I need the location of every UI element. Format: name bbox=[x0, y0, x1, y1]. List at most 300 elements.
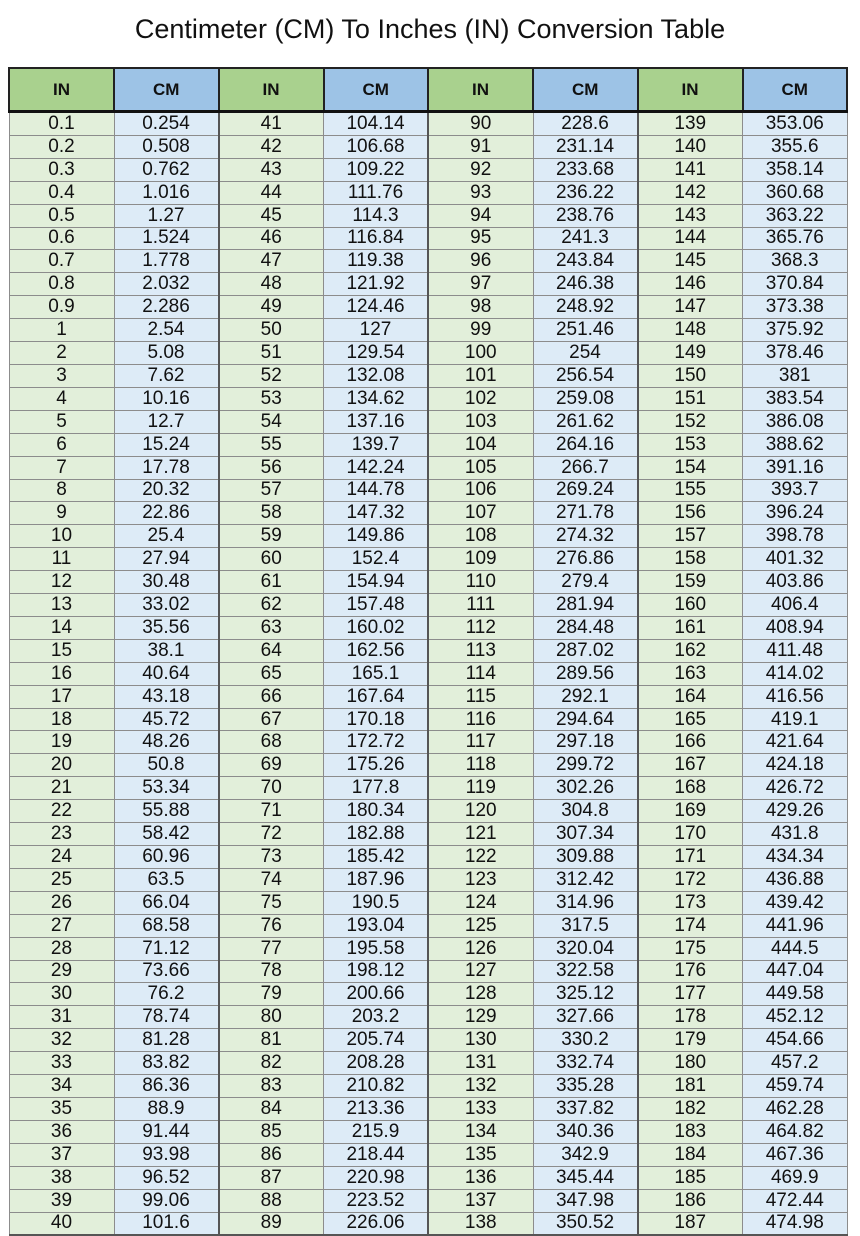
cm-cell: 256.54 bbox=[533, 364, 638, 387]
cm-cell: 99.06 bbox=[114, 1189, 219, 1212]
inch-cell: 38 bbox=[9, 1166, 114, 1189]
table-row bbox=[9, 1097, 847, 1120]
cm-cell: 269.24 bbox=[533, 479, 638, 502]
cm-cell: 73.66 bbox=[114, 960, 219, 983]
inch-cell: 104 bbox=[428, 433, 533, 456]
table-row bbox=[9, 868, 847, 891]
inch-cell: 36 bbox=[9, 1120, 114, 1143]
inch-cell: 53 bbox=[219, 387, 324, 410]
cm-cell: 187.96 bbox=[324, 868, 429, 891]
inch-cell: 163 bbox=[638, 662, 743, 685]
cm-cell: 12.7 bbox=[114, 410, 219, 433]
inch-cell: 117 bbox=[428, 731, 533, 754]
cm-cell: 76.2 bbox=[114, 983, 219, 1006]
inch-cell: 3 bbox=[9, 364, 114, 387]
cm-cell: 304.8 bbox=[533, 800, 638, 823]
cm-cell: 314.96 bbox=[533, 891, 638, 914]
inch-cell: 148 bbox=[638, 319, 743, 342]
inch-cell: 121 bbox=[428, 823, 533, 846]
inch-cell: 92 bbox=[428, 158, 533, 181]
cm-cell: 386.08 bbox=[743, 410, 848, 433]
table-row bbox=[9, 1052, 847, 1075]
inch-cell: 93 bbox=[428, 181, 533, 204]
cm-cell: 0.508 bbox=[114, 135, 219, 158]
header-in: IN bbox=[9, 68, 114, 112]
inch-cell: 37 bbox=[9, 1143, 114, 1166]
cm-cell: 469.9 bbox=[743, 1166, 848, 1189]
cm-cell: 86.36 bbox=[114, 1075, 219, 1098]
inch-cell: 59 bbox=[219, 525, 324, 548]
cm-cell: 431.8 bbox=[743, 823, 848, 846]
inch-cell: 116 bbox=[428, 708, 533, 731]
cm-cell: 259.08 bbox=[533, 387, 638, 410]
cm-cell: 454.66 bbox=[743, 1029, 848, 1052]
cm-cell: 358.14 bbox=[743, 158, 848, 181]
inch-cell: 147 bbox=[638, 296, 743, 319]
inch-cell: 48 bbox=[219, 273, 324, 296]
cm-cell: 15.24 bbox=[114, 433, 219, 456]
inch-cell: 57 bbox=[219, 479, 324, 502]
inch-cell: 131 bbox=[428, 1052, 533, 1075]
cm-cell: 210.82 bbox=[324, 1075, 429, 1098]
inch-cell: 90 bbox=[428, 112, 533, 136]
cm-cell: 91.44 bbox=[114, 1120, 219, 1143]
inch-cell: 75 bbox=[219, 891, 324, 914]
cm-cell: 35.56 bbox=[114, 616, 219, 639]
inch-cell: 122 bbox=[428, 846, 533, 869]
cm-cell: 246.38 bbox=[533, 273, 638, 296]
cm-cell: 7.62 bbox=[114, 364, 219, 387]
inch-cell: 87 bbox=[219, 1166, 324, 1189]
cm-cell: 55.88 bbox=[114, 800, 219, 823]
inch-cell: 171 bbox=[638, 846, 743, 869]
inch-cell: 103 bbox=[428, 410, 533, 433]
cm-cell: 292.1 bbox=[533, 685, 638, 708]
cm-cell: 416.56 bbox=[743, 685, 848, 708]
cm-cell: 231.14 bbox=[533, 135, 638, 158]
cm-cell: 60.96 bbox=[114, 846, 219, 869]
inch-cell: 119 bbox=[428, 777, 533, 800]
table-row bbox=[9, 204, 847, 227]
cm-cell: 10.16 bbox=[114, 387, 219, 410]
table-row bbox=[9, 616, 847, 639]
cm-cell: 325.12 bbox=[533, 983, 638, 1006]
cm-cell: 160.02 bbox=[324, 616, 429, 639]
cm-cell: 284.48 bbox=[533, 616, 638, 639]
inch-cell: 179 bbox=[638, 1029, 743, 1052]
inch-cell: 18 bbox=[9, 708, 114, 731]
cm-cell: 360.68 bbox=[743, 181, 848, 204]
inch-cell: 170 bbox=[638, 823, 743, 846]
inch-cell: 140 bbox=[638, 135, 743, 158]
inch-cell: 106 bbox=[428, 479, 533, 502]
cm-cell: 276.86 bbox=[533, 548, 638, 571]
inch-cell: 111 bbox=[428, 594, 533, 617]
cm-cell: 335.28 bbox=[533, 1075, 638, 1098]
cm-cell: 5.08 bbox=[114, 342, 219, 365]
inch-cell: 61 bbox=[219, 571, 324, 594]
inch-cell: 65 bbox=[219, 662, 324, 685]
inch-cell: 110 bbox=[428, 571, 533, 594]
cm-cell: 289.56 bbox=[533, 662, 638, 685]
inch-cell: 186 bbox=[638, 1189, 743, 1212]
cm-cell: 274.32 bbox=[533, 525, 638, 548]
cm-cell: 172.72 bbox=[324, 731, 429, 754]
cm-cell: 444.5 bbox=[743, 937, 848, 960]
inch-cell: 45 bbox=[219, 204, 324, 227]
inch-cell: 112 bbox=[428, 616, 533, 639]
table-row bbox=[9, 433, 847, 456]
cm-cell: 215.9 bbox=[324, 1120, 429, 1143]
cm-cell: 63.5 bbox=[114, 868, 219, 891]
table-row bbox=[9, 662, 847, 685]
cm-cell: 200.66 bbox=[324, 983, 429, 1006]
inch-cell: 10 bbox=[9, 525, 114, 548]
inch-cell: 73 bbox=[219, 846, 324, 869]
cm-cell: 198.12 bbox=[324, 960, 429, 983]
inch-cell: 109 bbox=[428, 548, 533, 571]
table-row bbox=[9, 1006, 847, 1029]
inch-cell: 70 bbox=[219, 777, 324, 800]
inch-cell: 0.4 bbox=[9, 181, 114, 204]
table-row bbox=[9, 135, 847, 158]
cm-cell: 414.02 bbox=[743, 662, 848, 685]
inch-cell: 166 bbox=[638, 731, 743, 754]
inch-cell: 68 bbox=[219, 731, 324, 754]
cm-cell: 33.02 bbox=[114, 594, 219, 617]
inch-cell: 60 bbox=[219, 548, 324, 571]
inch-cell: 125 bbox=[428, 914, 533, 937]
inch-cell: 120 bbox=[428, 800, 533, 823]
inch-cell: 21 bbox=[9, 777, 114, 800]
conversion-table bbox=[8, 67, 848, 1236]
cm-cell: 220.98 bbox=[324, 1166, 429, 1189]
inch-cell: 51 bbox=[219, 342, 324, 365]
inch-cell: 181 bbox=[638, 1075, 743, 1098]
inch-cell: 85 bbox=[219, 1120, 324, 1143]
inch-cell: 141 bbox=[638, 158, 743, 181]
cm-cell: 264.16 bbox=[533, 433, 638, 456]
inch-cell: 123 bbox=[428, 868, 533, 891]
cm-cell: 457.2 bbox=[743, 1052, 848, 1075]
inch-cell: 0.3 bbox=[9, 158, 114, 181]
inch-cell: 169 bbox=[638, 800, 743, 823]
inch-cell: 88 bbox=[219, 1189, 324, 1212]
inch-cell: 98 bbox=[428, 296, 533, 319]
cm-cell: 281.94 bbox=[533, 594, 638, 617]
cm-cell: 162.56 bbox=[324, 639, 429, 662]
inch-cell: 46 bbox=[219, 227, 324, 250]
table-row bbox=[9, 960, 847, 983]
cm-cell: 2.54 bbox=[114, 319, 219, 342]
inch-cell: 168 bbox=[638, 777, 743, 800]
inch-cell: 12 bbox=[9, 571, 114, 594]
inch-cell: 124 bbox=[428, 891, 533, 914]
cm-cell: 302.26 bbox=[533, 777, 638, 800]
cm-cell: 137.16 bbox=[324, 410, 429, 433]
cm-cell: 147.32 bbox=[324, 502, 429, 525]
table-row bbox=[9, 937, 847, 960]
inch-cell: 175 bbox=[638, 937, 743, 960]
inch-cell: 40 bbox=[9, 1212, 114, 1235]
cm-cell: 208.28 bbox=[324, 1052, 429, 1075]
cm-cell: 332.74 bbox=[533, 1052, 638, 1075]
inch-cell: 81 bbox=[219, 1029, 324, 1052]
cm-cell: 233.68 bbox=[533, 158, 638, 181]
table-row bbox=[9, 181, 847, 204]
inch-cell: 63 bbox=[219, 616, 324, 639]
inch-cell: 50 bbox=[219, 319, 324, 342]
table-row bbox=[9, 777, 847, 800]
inch-cell: 52 bbox=[219, 364, 324, 387]
cm-cell: 375.92 bbox=[743, 319, 848, 342]
cm-cell: 124.46 bbox=[324, 296, 429, 319]
inch-cell: 102 bbox=[428, 387, 533, 410]
inch-cell: 5 bbox=[9, 410, 114, 433]
table-row bbox=[9, 731, 847, 754]
table-row bbox=[9, 1143, 847, 1166]
inch-cell: 9 bbox=[9, 502, 114, 525]
cm-cell: 309.88 bbox=[533, 846, 638, 869]
inch-cell: 164 bbox=[638, 685, 743, 708]
inch-cell: 84 bbox=[219, 1097, 324, 1120]
table-row bbox=[9, 342, 847, 365]
cm-cell: 170.18 bbox=[324, 708, 429, 731]
inch-cell: 174 bbox=[638, 914, 743, 937]
inch-cell: 79 bbox=[219, 983, 324, 1006]
cm-cell: 127 bbox=[324, 319, 429, 342]
inch-cell: 118 bbox=[428, 754, 533, 777]
cm-cell: 441.96 bbox=[743, 914, 848, 937]
cm-cell: 96.52 bbox=[114, 1166, 219, 1189]
inch-cell: 107 bbox=[428, 502, 533, 525]
cm-cell: 71.12 bbox=[114, 937, 219, 960]
inch-cell: 76 bbox=[219, 914, 324, 937]
inch-cell: 54 bbox=[219, 410, 324, 433]
inch-cell: 173 bbox=[638, 891, 743, 914]
cm-cell: 279.4 bbox=[533, 571, 638, 594]
inch-cell: 0.8 bbox=[9, 273, 114, 296]
inch-cell: 0.6 bbox=[9, 227, 114, 250]
inch-cell: 2 bbox=[9, 342, 114, 365]
inch-cell: 74 bbox=[219, 868, 324, 891]
table-row bbox=[9, 364, 847, 387]
header-cm: CM bbox=[743, 68, 848, 112]
inch-cell: 82 bbox=[219, 1052, 324, 1075]
table-row bbox=[9, 1075, 847, 1098]
table-row bbox=[9, 983, 847, 1006]
cm-cell: 119.38 bbox=[324, 250, 429, 273]
inch-cell: 14 bbox=[9, 616, 114, 639]
cm-cell: 322.58 bbox=[533, 960, 638, 983]
cm-cell: 345.44 bbox=[533, 1166, 638, 1189]
table-row bbox=[9, 410, 847, 433]
cm-cell: 467.36 bbox=[743, 1143, 848, 1166]
cm-cell: 1.016 bbox=[114, 181, 219, 204]
table-row bbox=[9, 685, 847, 708]
cm-cell: 180.34 bbox=[324, 800, 429, 823]
cm-cell: 368.3 bbox=[743, 250, 848, 273]
cm-cell: 365.76 bbox=[743, 227, 848, 250]
inch-cell: 151 bbox=[638, 387, 743, 410]
cm-cell: 149.86 bbox=[324, 525, 429, 548]
cm-cell: 254 bbox=[533, 342, 638, 365]
inch-cell: 20 bbox=[9, 754, 114, 777]
inch-cell: 157 bbox=[638, 525, 743, 548]
inch-cell: 128 bbox=[428, 983, 533, 1006]
cm-cell: 373.38 bbox=[743, 296, 848, 319]
table-row bbox=[9, 525, 847, 548]
inch-cell: 182 bbox=[638, 1097, 743, 1120]
header-cm: CM bbox=[114, 68, 219, 112]
inch-cell: 56 bbox=[219, 456, 324, 479]
cm-cell: 266.7 bbox=[533, 456, 638, 479]
cm-cell: 388.62 bbox=[743, 433, 848, 456]
inch-cell: 149 bbox=[638, 342, 743, 365]
inch-cell: 180 bbox=[638, 1052, 743, 1075]
inch-cell: 134 bbox=[428, 1120, 533, 1143]
inch-cell: 62 bbox=[219, 594, 324, 617]
cm-cell: 0.254 bbox=[114, 112, 219, 136]
cm-cell: 1.27 bbox=[114, 204, 219, 227]
table-row bbox=[9, 112, 847, 136]
cm-cell: 426.72 bbox=[743, 777, 848, 800]
table-row bbox=[9, 823, 847, 846]
cm-cell: 355.6 bbox=[743, 135, 848, 158]
inch-cell: 113 bbox=[428, 639, 533, 662]
inch-cell: 11 bbox=[9, 548, 114, 571]
inch-cell: 142 bbox=[638, 181, 743, 204]
table-row bbox=[9, 158, 847, 181]
cm-cell: 68.58 bbox=[114, 914, 219, 937]
cm-cell: 391.16 bbox=[743, 456, 848, 479]
table-row bbox=[9, 387, 847, 410]
inch-cell: 143 bbox=[638, 204, 743, 227]
header-in: IN bbox=[638, 68, 743, 112]
inch-cell: 184 bbox=[638, 1143, 743, 1166]
inch-cell: 4 bbox=[9, 387, 114, 410]
cm-cell: 50.8 bbox=[114, 754, 219, 777]
table-row bbox=[9, 708, 847, 731]
cm-cell: 157.48 bbox=[324, 594, 429, 617]
inch-cell: 33 bbox=[9, 1052, 114, 1075]
cm-cell: 312.42 bbox=[533, 868, 638, 891]
cm-cell: 88.9 bbox=[114, 1097, 219, 1120]
cm-cell: 327.66 bbox=[533, 1006, 638, 1029]
cm-cell: 40.64 bbox=[114, 662, 219, 685]
inch-cell: 47 bbox=[219, 250, 324, 273]
cm-cell: 228.6 bbox=[533, 112, 638, 136]
inch-cell: 177 bbox=[638, 983, 743, 1006]
inch-cell: 49 bbox=[219, 296, 324, 319]
cm-cell: 58.42 bbox=[114, 823, 219, 846]
cm-cell: 27.94 bbox=[114, 548, 219, 571]
cm-cell: 17.78 bbox=[114, 456, 219, 479]
cm-cell: 248.92 bbox=[533, 296, 638, 319]
cm-cell: 53.34 bbox=[114, 777, 219, 800]
cm-cell: 177.8 bbox=[324, 777, 429, 800]
inch-cell: 94 bbox=[428, 204, 533, 227]
inch-cell: 137 bbox=[428, 1189, 533, 1212]
inch-cell: 146 bbox=[638, 273, 743, 296]
inch-cell: 172 bbox=[638, 868, 743, 891]
inch-cell: 156 bbox=[638, 502, 743, 525]
cm-cell: 378.46 bbox=[743, 342, 848, 365]
inch-cell: 15 bbox=[9, 639, 114, 662]
inch-cell: 100 bbox=[428, 342, 533, 365]
inch-cell: 178 bbox=[638, 1006, 743, 1029]
table-row bbox=[9, 754, 847, 777]
inch-cell: 1 bbox=[9, 319, 114, 342]
cm-cell: 121.92 bbox=[324, 273, 429, 296]
cm-cell: 408.94 bbox=[743, 616, 848, 639]
table-row bbox=[9, 548, 847, 571]
table-row bbox=[9, 1189, 847, 1212]
cm-cell: 144.78 bbox=[324, 479, 429, 502]
inch-cell: 39 bbox=[9, 1189, 114, 1212]
cm-cell: 30.48 bbox=[114, 571, 219, 594]
inch-cell: 138 bbox=[428, 1212, 533, 1235]
cm-cell: 132.08 bbox=[324, 364, 429, 387]
cm-cell: 218.44 bbox=[324, 1143, 429, 1166]
inch-cell: 7 bbox=[9, 456, 114, 479]
cm-cell: 190.5 bbox=[324, 891, 429, 914]
inch-cell: 176 bbox=[638, 960, 743, 983]
table-row bbox=[9, 594, 847, 617]
inch-cell: 133 bbox=[428, 1097, 533, 1120]
cm-cell: 182.88 bbox=[324, 823, 429, 846]
inch-cell: 101 bbox=[428, 364, 533, 387]
inch-cell: 13 bbox=[9, 594, 114, 617]
cm-cell: 116.84 bbox=[324, 227, 429, 250]
cm-cell: 337.82 bbox=[533, 1097, 638, 1120]
inch-cell: 97 bbox=[428, 273, 533, 296]
cm-cell: 474.98 bbox=[743, 1212, 848, 1235]
inch-cell: 89 bbox=[219, 1212, 324, 1235]
table-row bbox=[9, 1029, 847, 1052]
cm-cell: 406.4 bbox=[743, 594, 848, 617]
table-row bbox=[9, 914, 847, 937]
inch-cell: 66 bbox=[219, 685, 324, 708]
inch-cell: 24 bbox=[9, 846, 114, 869]
table-row bbox=[9, 1120, 847, 1143]
cm-cell: 383.54 bbox=[743, 387, 848, 410]
inch-cell: 152 bbox=[638, 410, 743, 433]
inch-cell: 145 bbox=[638, 250, 743, 273]
table-row bbox=[9, 319, 847, 342]
cm-cell: 398.78 bbox=[743, 525, 848, 548]
cm-cell: 436.88 bbox=[743, 868, 848, 891]
cm-cell: 48.26 bbox=[114, 731, 219, 754]
header-row bbox=[9, 68, 847, 112]
inch-cell: 158 bbox=[638, 548, 743, 571]
cm-cell: 223.52 bbox=[324, 1189, 429, 1212]
inch-cell: 0.2 bbox=[9, 135, 114, 158]
cm-cell: 241.3 bbox=[533, 227, 638, 250]
table-row bbox=[9, 479, 847, 502]
cm-cell: 447.04 bbox=[743, 960, 848, 983]
cm-cell: 350.52 bbox=[533, 1212, 638, 1235]
inch-cell: 25 bbox=[9, 868, 114, 891]
table-row bbox=[9, 273, 847, 296]
table-row bbox=[9, 227, 847, 250]
inch-cell: 34 bbox=[9, 1075, 114, 1098]
cm-cell: 261.62 bbox=[533, 410, 638, 433]
inch-cell: 80 bbox=[219, 1006, 324, 1029]
cm-cell: 2.286 bbox=[114, 296, 219, 319]
cm-cell: 403.86 bbox=[743, 571, 848, 594]
cm-cell: 464.82 bbox=[743, 1120, 848, 1143]
